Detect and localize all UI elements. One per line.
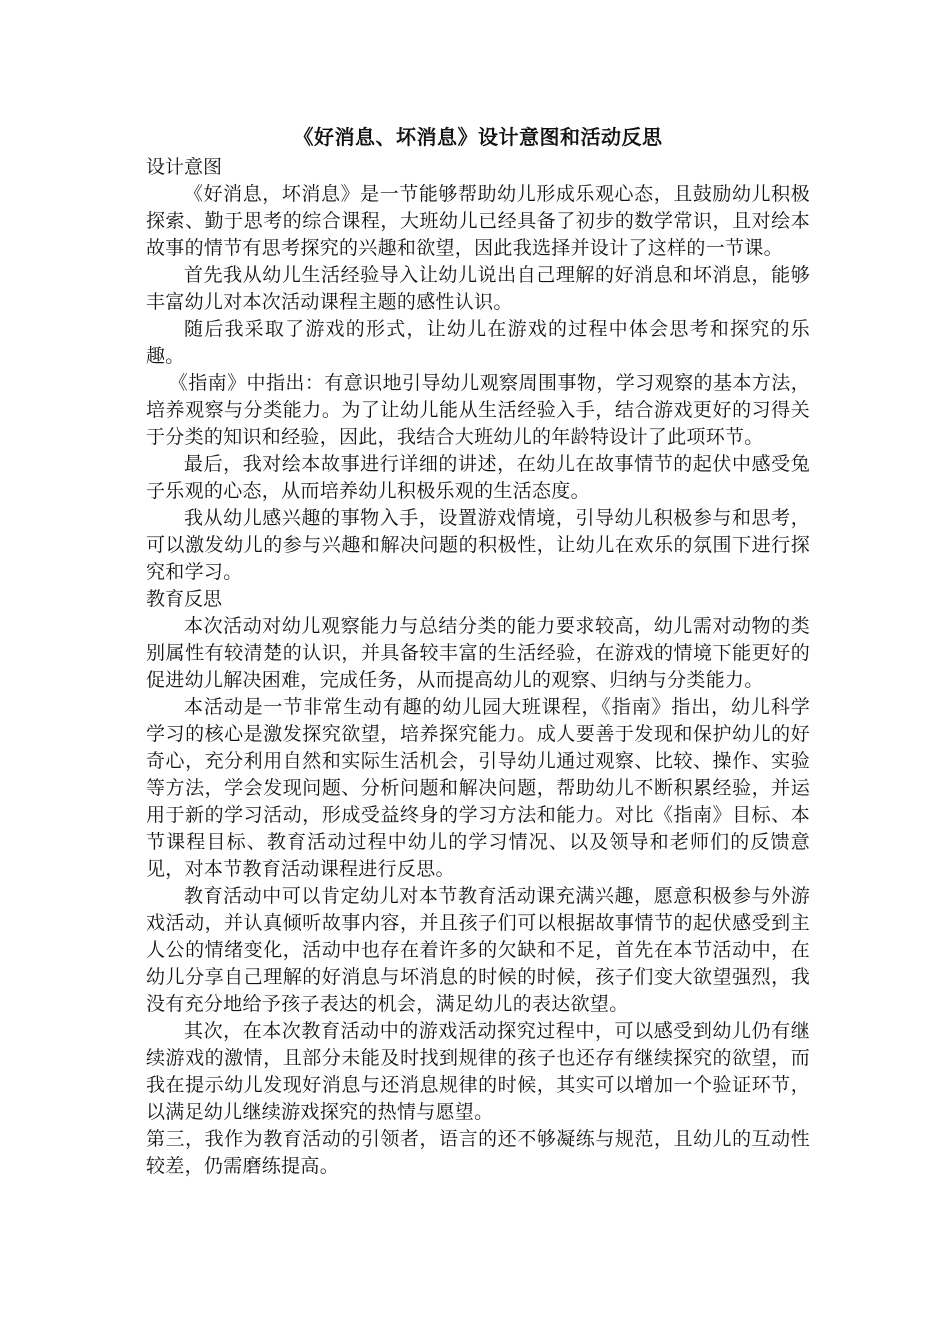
paragraph: 教育活动中可以肯定幼儿对本节教育活动课充满兴趣，愿意积极参与外游戏活动，并认真倾听故事内容，并且孩子们可以根据故事情节的起伏感受到主人公的情绪变化，活动中也存在着许多的欠缺和不足，首先在本节活动中，在幼儿分享自己理解的好消息与坏消息的时候的时候，孩子们变大欲望强烈，我没有充分地给予孩子表达的机会，满足幼儿的表达欲望。: [146, 885, 810, 1015]
paragraph: 我从幼儿感兴趣的事物入手，设置游戏情境，引导幼儿积极参与和思考，可以激发幼儿的参与兴趣和解决问题的积极性，让幼儿在欢乐的氛围下进行探究和学习。: [146, 507, 810, 583]
paragraph: 本活动是一节非常生动有趣的幼儿园大班课程，《指南》指出，幼儿科学学习的核心是激发探究欲望，培养探究能力。成人要善于发现和保护幼儿的好奇心，充分利用自然和实际生活机会，引导幼儿通过观察、比较、操作、实验等方法，学会发现问题、分析问题和解决问题，帮助幼儿不断积累经验，并运用于新的学习活动，形成受益终身的学习方法和能力。对比《指南》目标、本节课程目标、教育活动过程中幼儿的学习情况、以及领导和老师们的反馈意见，对本节教育活动课程进行反思。: [146, 696, 810, 880]
section-heading: 教育反思: [146, 588, 223, 610]
section-design-intent: [146, 154, 810, 586]
section-education-reflection: [146, 586, 810, 1180]
paragraph: 《好消息，坏消息》是一节能够帮助幼儿形成乐观心态，且鼓励幼儿积极探索、勤于思考的综合课程，大班幼儿已经具备了初步的数学常识，且对绘本故事的情节有思考探究的兴趣和欲望，因此我选择并设计了这样的一节课。: [146, 183, 810, 259]
document-title: 《好消息、坏消息》设计意图和活动反思: [293, 125, 663, 149]
paragraph: 第三，我作为教育活动的引领者，语言的还不够凝练与规范，且幼儿的互动性较差，仍需磨练提高。: [146, 1128, 810, 1177]
paragraph: 《指南》中指出：有意识地引导幼儿观察周围事物，学习观察的基本方法，培养观察与分类能力。为了让幼儿能从生活经验入手，结合游戏更好的习得关于分类的知识和经验，因此，我结合大班幼儿的年龄特设计了此项环节。: [146, 372, 810, 448]
paragraph: 最后，我对绘本故事进行详细的讲述，在幼儿在故事情节的起伏中感受兔子乐观的心态，从而培养幼儿积极乐观的生活态度。: [146, 453, 810, 502]
paragraph: 随后我采取了游戏的形式，让幼儿在游戏的过程中体会思考和探究的乐趣。: [146, 318, 810, 367]
paragraph: 本次活动对幼儿观察能力与总结分类的能力要求较高，幼儿需对动物的类别属性有较清楚的认识，并具备较丰富的生活经验，在游戏的情境下能更好的促进幼儿解决困难，完成任务，从而提高幼儿的观察、归纳与分类能力。: [146, 615, 810, 691]
paragraph: 首先我从幼儿生活经验导入让幼儿说出自己理解的好消息和坏消息，能够丰富幼儿对本次活动课程主题的感性认识。: [146, 264, 810, 313]
paragraph: 其次，在本次教育活动中的游戏活动探究过程中，可以感受到幼儿仍有继续游戏的激情，且部分未能及时找到规律的孩子也还存有继续探究的欲望，而我在提示幼儿发现好消息与还消息规律的时候，其实可以增加一个验证环节，以满足幼儿继续游戏探究的热情与愿望。: [146, 1020, 810, 1123]
section-heading: 设计意图: [146, 156, 223, 178]
